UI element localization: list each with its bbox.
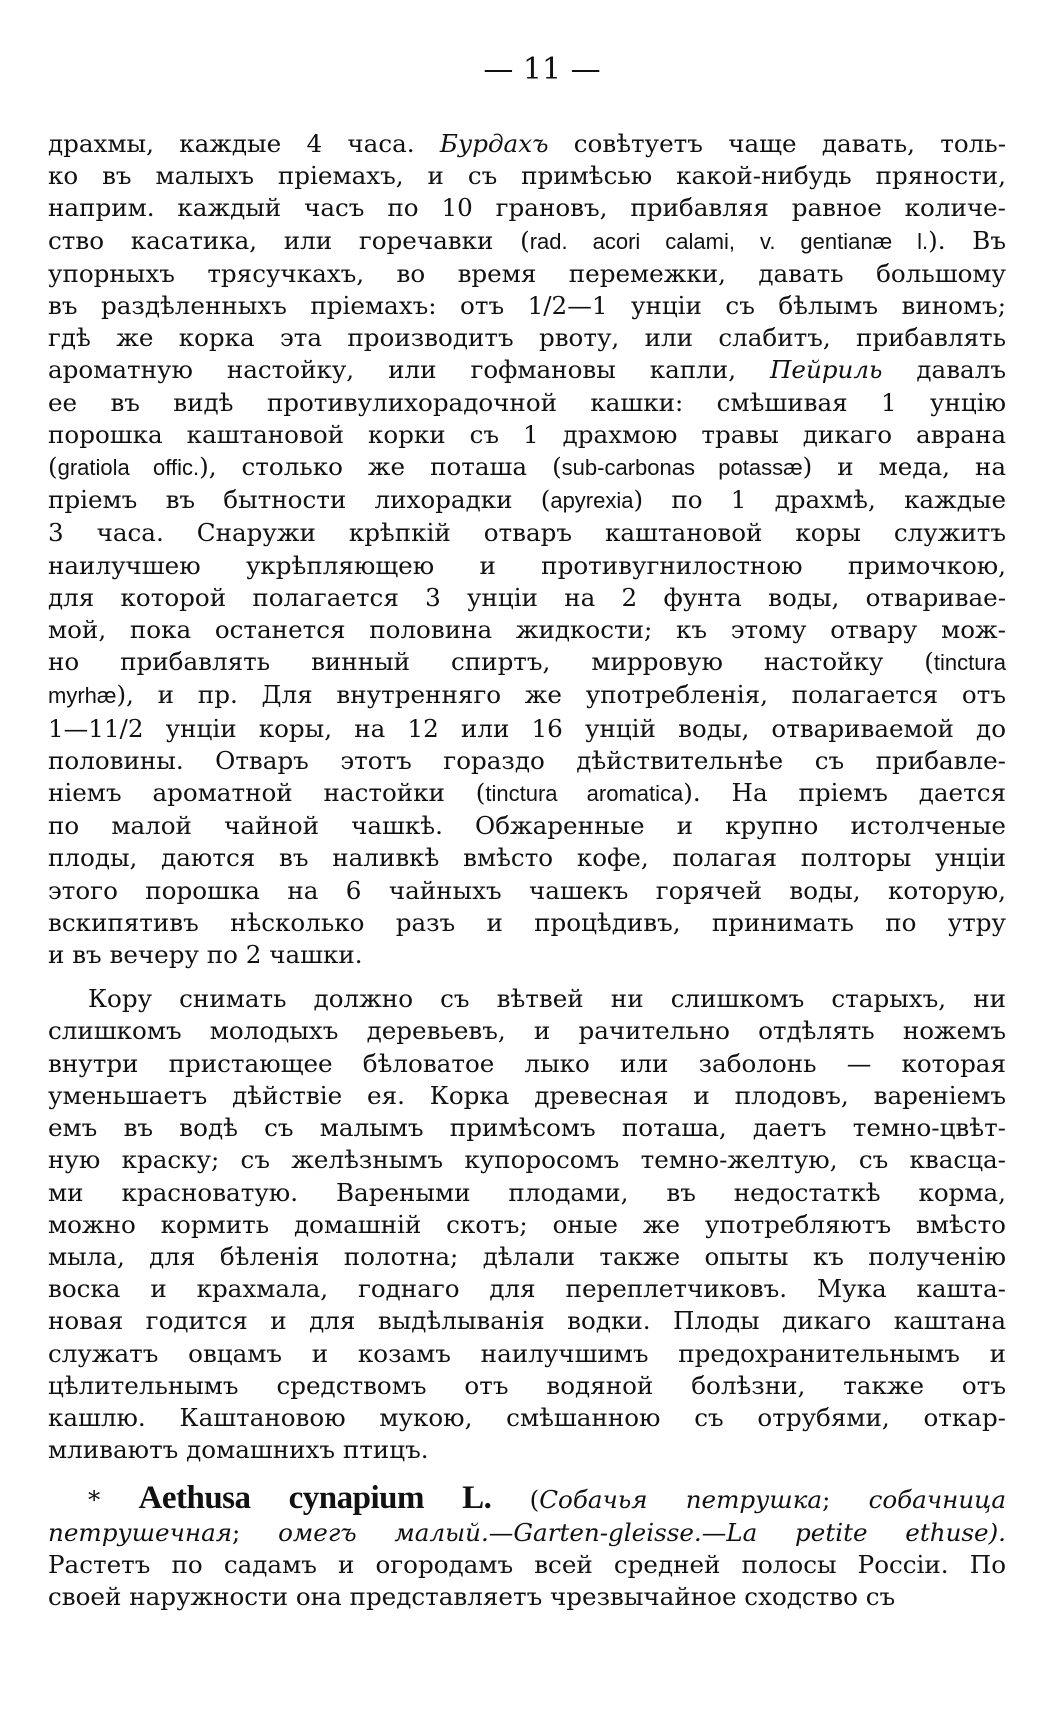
fraction: 1/2 bbox=[527, 291, 568, 321]
latin-term: sub-carbonas potassæ bbox=[561, 455, 803, 481]
text-line bbox=[48, 713, 1006, 745]
text-line bbox=[48, 1112, 1006, 1144]
text-run: половины. Отваръ этотъ гораздо дѣйствительнѣе съ прибавле- bbox=[48, 745, 1006, 775]
text-run: ароматную настойку, или гофмановы капли, bbox=[48, 355, 770, 385]
text-line bbox=[48, 192, 1006, 224]
text-run: для которой полагается 3 унціи на 2 фунта воды, отваривае- bbox=[48, 582, 1006, 612]
text-run: наилучшею укрѣпляющею и противугнилостною примочкою, bbox=[48, 550, 1006, 580]
paragraph-aethusa-cynapium bbox=[48, 1482, 1006, 1613]
text-line bbox=[48, 354, 1006, 386]
paragraph-bark-harvesting bbox=[48, 983, 1006, 1466]
text-line bbox=[48, 1338, 1006, 1370]
text-line bbox=[48, 1273, 1006, 1305]
text-line bbox=[48, 1434, 1006, 1466]
text-run: плоды, даются въ наливкѣ вмѣсто кофе, полагая полторы унціи bbox=[48, 843, 1006, 873]
text-run: унціи коры, на 12 или 16 унцій воды, отвариваемой до bbox=[143, 713, 1006, 743]
italic-run: Пейриль bbox=[769, 355, 883, 385]
text-line bbox=[48, 419, 1006, 451]
text-run: гдѣ же корка эта производитъ рвоту, или слабитъ, прибавлять bbox=[48, 323, 1006, 353]
text-run: ( bbox=[48, 452, 58, 482]
text-run: ) по 1 драхмѣ, каждые bbox=[633, 485, 1006, 515]
text-line bbox=[48, 646, 1006, 679]
latin-term: apyrexia bbox=[550, 488, 634, 514]
text-run: ; bbox=[822, 1485, 869, 1515]
text-line bbox=[48, 983, 1006, 1015]
italic-run: собачница bbox=[868, 1485, 1006, 1515]
fraction: 1/2 bbox=[103, 713, 144, 743]
text-line bbox=[48, 810, 1006, 842]
text-line bbox=[48, 614, 1006, 646]
text-run: * bbox=[88, 1485, 139, 1515]
text-run: внутри пристающее бѣловатое лыко или заболонь — которая bbox=[48, 1048, 1006, 1078]
text-run: ную краску; съ желѣзнымъ купоросомъ темно-желтую, съ квасца- bbox=[48, 1145, 1006, 1175]
text-run: воска и крахмала, годнаго для переплетчиковъ. Мука кашта- bbox=[48, 1274, 1006, 1304]
text-run: и въ вечеру по 2 чашки. bbox=[48, 940, 363, 970]
text-line bbox=[48, 875, 1006, 907]
text-line bbox=[48, 1177, 1006, 1209]
text-run: совѣтуетъ чаще давать, толь- bbox=[548, 129, 1006, 158]
text-run: 1—1 bbox=[48, 713, 104, 743]
text-run: ніемъ ароматной настойки ( bbox=[48, 778, 486, 808]
text-run: новая годится и для выдѣлыванія водки. Плоды дикаго каштана bbox=[48, 1306, 1006, 1336]
text-run: ), столько же поташа ( bbox=[199, 452, 562, 482]
text-run: ко въ малыхъ пріемахъ, и съ примѣсью какой-нибудь пряности, bbox=[48, 161, 1006, 191]
text-run: ( bbox=[491, 1485, 540, 1515]
text-run: ; bbox=[232, 1517, 279, 1547]
text-run: этого порошка на 6 чайныхъ чашекъ горячей воды, которую, bbox=[48, 875, 1006, 905]
text-line bbox=[48, 322, 1006, 354]
text-run: въ раздѣленныхъ пріемахъ: отъ bbox=[48, 291, 528, 321]
latin-term: tinctura bbox=[933, 650, 1006, 676]
text-line bbox=[48, 1581, 1006, 1613]
text-run: —1 унціи съ бѣлымъ виномъ; bbox=[567, 291, 1006, 321]
latin-term: tinctura aromatica bbox=[485, 781, 684, 807]
text-run: упорныхъ трясучкахъ, во время перемежки, давать большому bbox=[48, 258, 1006, 288]
text-line bbox=[48, 128, 1006, 160]
latin-term: rad. acori calami, v. gentianæ l. bbox=[529, 228, 929, 254]
text-line bbox=[48, 1015, 1006, 1047]
text-line bbox=[48, 1048, 1006, 1080]
text-line bbox=[48, 387, 1006, 419]
text-run: мой, пока останется половина жидкости; къ этому отвару мож- bbox=[48, 615, 1006, 645]
text-run: порошка каштановой корки съ 1 драхмою травы дикаго аврана bbox=[48, 419, 1006, 449]
text-line bbox=[48, 1305, 1006, 1337]
text-run: уменьшаетъ дѣйствіе ея. Корка древесная и плодовъ, вареніемъ bbox=[48, 1080, 1006, 1110]
text-run: давалъ bbox=[882, 355, 1006, 385]
text-line bbox=[48, 939, 1006, 971]
text-line bbox=[48, 777, 1006, 810]
text-run: ее въ видѣ противулихорадочной кашки: смѣшивая 1 унцію bbox=[48, 387, 1006, 417]
text-line bbox=[48, 679, 1006, 712]
italic-run: Собачья петрушка bbox=[539, 1485, 823, 1515]
text-run: драхмы, каждые 4 часа. bbox=[48, 129, 440, 158]
text-line bbox=[48, 1209, 1006, 1241]
text-line bbox=[48, 1549, 1006, 1581]
latin-term: myrhæ bbox=[48, 683, 117, 709]
text-line bbox=[48, 1482, 1006, 1516]
text-line bbox=[48, 225, 1006, 258]
text-run: по малой чайной чашкѣ. Обжаренные и крупно истолченые bbox=[48, 811, 1006, 841]
text-line bbox=[48, 1241, 1006, 1273]
text-run: ), и пр. Для внутренняго же употребленія, полагается отъ bbox=[116, 680, 1006, 710]
text-run: мыла, для бѣленія полотна; дѣлали также опыты къ полученію bbox=[48, 1241, 1006, 1271]
text-line bbox=[48, 582, 1006, 614]
text-line bbox=[48, 550, 1006, 582]
italic-run: петрушечная bbox=[48, 1517, 233, 1547]
text-run: ми красноватую. Вареными плодами, въ недостаткѣ корма, bbox=[48, 1177, 1006, 1207]
latin-term: gratiola offic. bbox=[57, 455, 200, 481]
text-run: Кору снимать должно съ вѣтвей ни слишкомъ старыхъ, ни bbox=[88, 984, 1006, 1014]
text-line bbox=[48, 258, 1006, 290]
text-run: мливаютъ домашнихъ птицъ. bbox=[48, 1435, 429, 1465]
italic-run: омегъ малый.—Garten-gleisse.—La petite ethuse). bbox=[278, 1517, 1006, 1547]
text-line bbox=[48, 907, 1006, 939]
text-line bbox=[48, 290, 1006, 322]
text-run: 3 часа. Снаружи крѣпкій отваръ каштановой коры служитъ bbox=[48, 518, 1006, 548]
paragraph-chestnut-remedies bbox=[48, 128, 1006, 971]
text-run: цѣлительнымъ средствомъ отъ водяной болѣзни, также отъ bbox=[48, 1370, 1006, 1400]
italic-run: Бурдахъ bbox=[439, 129, 549, 158]
text-run: ство касатика, или горечавки ( bbox=[48, 225, 530, 255]
text-run: наприм. каждый часъ по 10 грановъ, прибавляя равное количе- bbox=[48, 193, 1006, 223]
text-line bbox=[48, 1370, 1006, 1402]
page-number: — 11 — bbox=[483, 52, 601, 87]
species-heading: Aethusa cynapium L. bbox=[138, 1480, 492, 1517]
text-line bbox=[48, 484, 1006, 517]
text-run: своей наружности она представляетъ чрезвычайное сходство съ bbox=[48, 1581, 896, 1611]
text-run: но прибавлять винный спиртъ, мирровую настойку ( bbox=[48, 647, 934, 677]
text-line bbox=[48, 160, 1006, 192]
text-run: пріемъ въ бытности лихорадки ( bbox=[48, 485, 551, 515]
text-run: ). Въ bbox=[928, 225, 1007, 255]
text-line bbox=[48, 1080, 1006, 1112]
text-run: Растетъ по садамъ и огородамъ всей средней полосы Россіи. По bbox=[48, 1549, 1006, 1579]
text-line bbox=[48, 1517, 1006, 1549]
text-line bbox=[48, 517, 1006, 549]
text-run: служатъ овцамъ и козамъ наилучшимъ предохранительнымъ и bbox=[48, 1338, 1006, 1368]
document-page bbox=[48, 52, 1006, 1613]
text-run: ) и меда, на bbox=[802, 452, 1006, 482]
text-line bbox=[48, 745, 1006, 777]
text-run: ). На пріемъ дается bbox=[683, 778, 1006, 808]
text-run: можно кормить домашній скотъ; оные же употребляютъ вмѣсто bbox=[48, 1209, 1006, 1239]
text-run: вскипятивъ нѣсколько разъ и процѣдивъ, принимать по утру bbox=[48, 907, 1006, 937]
text-run: емъ въ водѣ съ малымъ примѣсомъ поташа, даетъ темно-цвѣт- bbox=[48, 1113, 1006, 1143]
text-line bbox=[48, 1144, 1006, 1176]
text-run: кашлю. Каштановою мукою, смѣшанною съ отрубями, откар- bbox=[48, 1402, 1006, 1432]
text-run: слишкомъ молодыхъ деревьевъ, и рачительно отдѣлять ножемъ bbox=[48, 1016, 1006, 1046]
text-line bbox=[48, 842, 1006, 874]
text-line bbox=[48, 451, 1006, 484]
text-line bbox=[48, 1402, 1006, 1434]
